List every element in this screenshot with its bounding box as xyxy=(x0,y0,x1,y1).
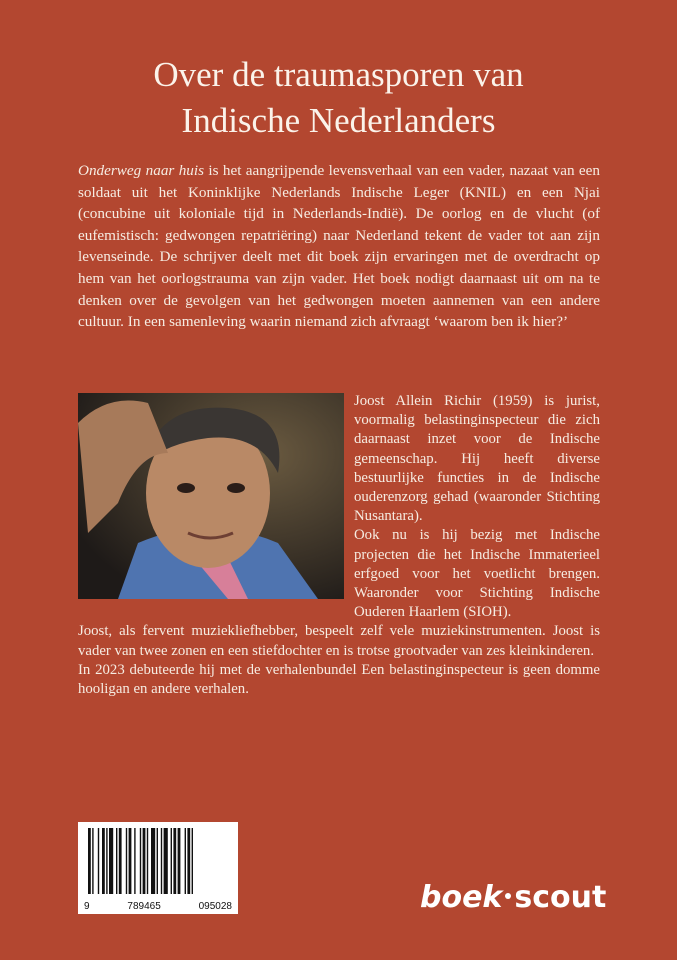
barcode-bar xyxy=(157,828,158,894)
barcode-bar xyxy=(98,828,99,894)
barcode-bar xyxy=(164,828,168,894)
bio-paragraph-4: In 2023 debuteerde hij met de verhalenbundel Een belastinginspecteur is geen domme hooligan en andere verhalen. xyxy=(78,661,600,698)
barcode-bar xyxy=(106,828,107,894)
barcode-bar xyxy=(88,828,91,894)
logo-part-boek: boek xyxy=(420,880,503,915)
barcode-bar xyxy=(119,828,122,894)
barcode-bar xyxy=(192,828,193,894)
isbn-barcode xyxy=(78,822,238,914)
book-blurb xyxy=(78,160,600,333)
author-bio xyxy=(78,392,600,699)
publisher-logo xyxy=(420,878,610,918)
barcode-bar xyxy=(140,828,141,894)
barcode-bar xyxy=(143,828,146,894)
barcode-bars xyxy=(78,822,238,898)
barcode-digit-prefix: 9 xyxy=(84,901,90,912)
barcode-bar xyxy=(187,828,190,894)
cover-title xyxy=(0,52,677,144)
barcode-bar xyxy=(178,828,181,894)
barcode-bar xyxy=(134,828,135,894)
bio-paragraph-2: Ook nu is hij bezig met Indische projecten die het Indische Immaterieel erfgoed voor het voetlicht brengen. Waaronder voor Stichting Indische Ouderen Haarlem (SIOH). xyxy=(354,527,600,621)
barcode-digits-left: 789465 xyxy=(127,901,161,912)
barcode-bar xyxy=(171,828,172,894)
barcode-bar xyxy=(173,828,176,894)
barcode-bar xyxy=(126,828,127,894)
barcode-bar xyxy=(92,828,93,894)
barcode-bar xyxy=(147,828,148,894)
barcode-bar xyxy=(129,828,132,894)
barcode-digits-right: 095028 xyxy=(198,901,232,912)
logo-part-scout: scout xyxy=(514,880,607,915)
barcode-bar xyxy=(102,828,105,894)
barcode-bar xyxy=(185,828,186,894)
logo-dot xyxy=(505,893,511,899)
blurb-paragraph xyxy=(78,160,600,333)
blurb-text: is het aangrijpende levensverhaal van een vader, nazaat van een soldaat uit het Koninklijke Nederlands Indische Leger (KNIL) en een Njai (concubine uit koloniale tijd in Nederlands-Indië). De oorlog en de vlucht (of eufemistisch: gedwongen repatriëring) naar Nederland tekent de vader tot aan zijn levenseinde. De schrijver deelt met dit boek zijn ervaringen met de overdracht op hem van het oorlogstrauma van zijn vader. Het boek nodigt daarnaast uit om na te denken over de gevolgen van het gedwongen moeten aannemen van een andere cultuur. In een samenleving waarin niemand zich afvraagt ‘waarom ben ik hier?’ xyxy=(78,162,600,331)
bio-paragraph-3: Joost, als fervent muziekliefhebber, bespeelt zelf vele muziekinstrumenten. Joost is vader van twee zonen en een stiefdochter en is trotse grootvader van zes kleinkinderen. xyxy=(78,623,600,659)
title-line-2: Indische Nederlanders xyxy=(181,101,496,140)
barcode-bar xyxy=(116,828,117,894)
book-title: Onderweg naar huis xyxy=(78,162,205,179)
title-line-1: Over de traumasporen van xyxy=(153,55,524,94)
barcode-bar xyxy=(161,828,162,894)
barcode-bar xyxy=(151,828,155,894)
bio-paragraph-1: Joost Allein Richir (1959) is jurist, voormalig belastinginspecteur die zich daarnaast inzet voor de Indische gemeenschap. Hij heeft diverse bestuurlijke functies in de Indische ouderenzorg gehad (waaronder Stichting Nusantara). xyxy=(354,393,600,525)
barcode-bar xyxy=(109,828,113,894)
